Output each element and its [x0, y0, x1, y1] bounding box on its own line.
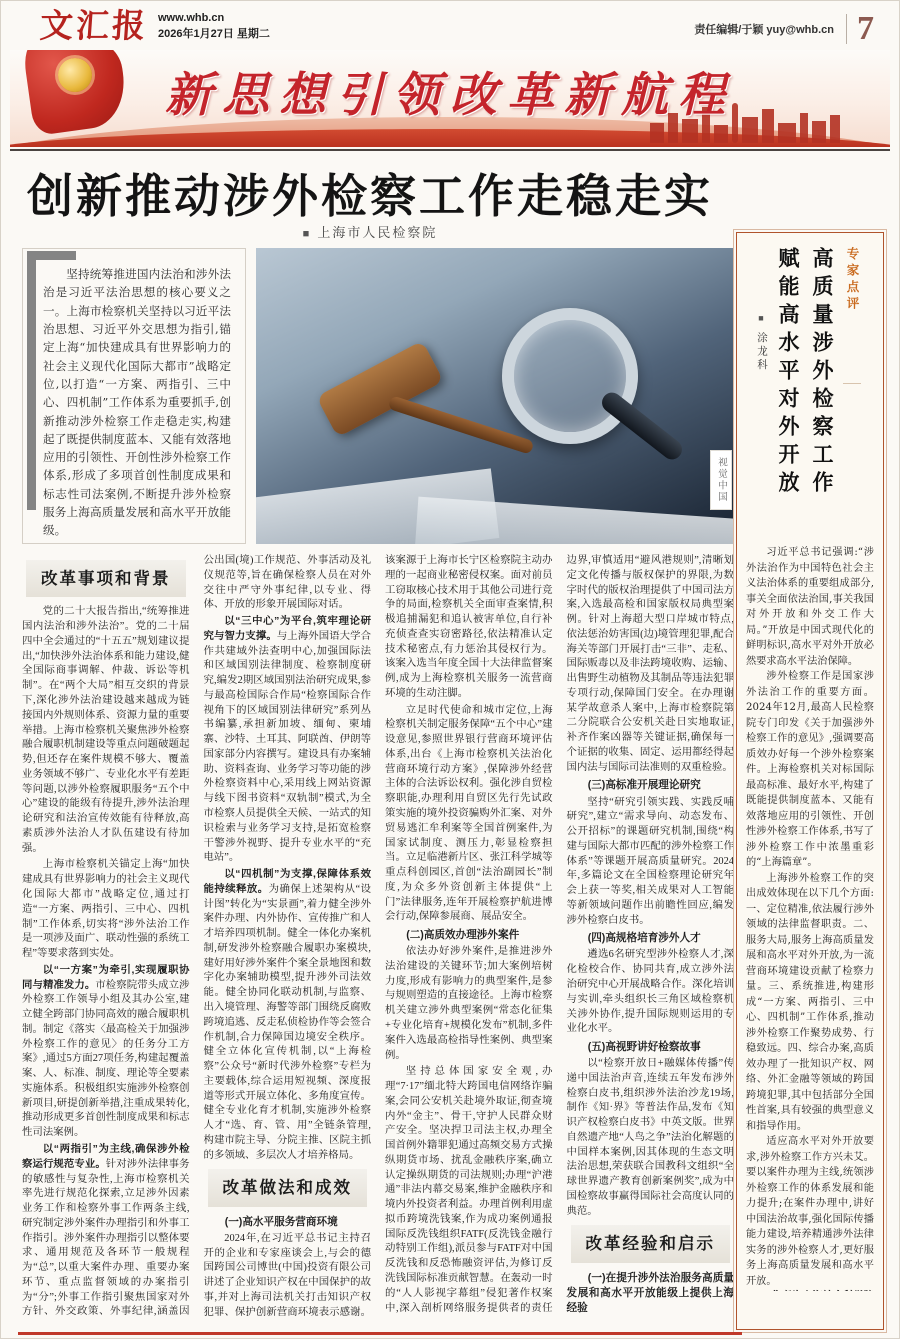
masthead — [40, 8, 270, 44]
magnifier-icon — [502, 308, 638, 444]
sidebar-body — [746, 545, 874, 1291]
body-paragraph: 坚持总体国家安全观,办理“7·17”缅北特大跨国电信网络诈骗案,会同公安机关赴境外取证,彻查境内外“金主”、骨干,守护人民群众财产安全。坚决捍卫司法主权,办理全国首例外籍罪犯通过高频交易方式操纵期货市场、扰乱金融秩序案,确立认定操纵期货的司法规则;办理“沪港通”非法内幕交易案,维护金融秩序和境内外投资者利益。办理首例利用虚拟币跨境洗钱案,作为成功案例通报国际反洗钱组织FATF(反洗钱金融行动特别工作组),派员参与FATF对中国反洗钱和反恐怖融资评估,为修订反洗钱国际标准贡献智慧。在轰动一时的“人人影视字幕组”侵犯著作权案中,深入剖析网络服务提供者的责任边界,审慎适用“避风港规则”,清晰划定文化传播与版权保护的界限,为数字时代的版权治理提供了中国司法方案,入选最高检和国家版权局典型案例。针对上海超大型口岸城市特点,依法惩治妨害国(边)境管理犯罪,配合海关等部门开展打击“三非”、走私、国际贩毒以及非法跨境收购、运输、出售野生动植物及其制品等违法犯罪专项行动,保障国门安全。在办理谢某学故意杀人案中,上海市检察院第二分院联合公安机关赴日实地取证,补齐作案凶器等关键证据,确保每一个证据的收集、固定、运用都经得起国内法与国际司法准则的双重检验。 — [385, 555, 734, 1314]
section-heading: 改革经验和启示 — [571, 1225, 731, 1262]
body-paragraph: 坚持“研究引领实践、实践反哺研究”,建立“需求导向、动态发布、公开招标”的课题研究机制,围绕“构建与国际大都市匹配的涉外检察工作体系”等课题开展高质量研究。2024年,多篇论文在全国检察理论研究年会上获一等奖,相关成果对人工智能等新领域问题作出前瞻性回应,编发涉外检察白皮书。 — [566, 796, 734, 926]
subsection-heading: (五)高视野讲好检察故事 — [587, 1041, 701, 1054]
byline-square-icon: ■ — [302, 228, 312, 240]
bottom-red-rule — [18, 1332, 742, 1335]
sidebar-author: ■ 涂龙科 — [756, 313, 767, 373]
article-body-area — [22, 248, 734, 1328]
sidebar-title-line1: 高质量涉外检察工作 — [810, 247, 834, 499]
sidebar-paragraph: 上海涉外检察工作的突出成效体现在以下几个方面:一、定位精准,依法履行涉外领域的法律监督职责。二、服务大局,服务上海高质量发展和高水平对外开放,为一流营商环境建设贡献了检察力量。三、系统推进,构建形成“一方案、两指引、三中心、四机制”工作体系,推动涉外检察工作聚势成势、行稳致远。四、综合办案,高质效办理了一批知识产权、网络、外汇金融等领域的跨国跨境犯罪,其中包括部分全国性首案,具有较强的典型意义和指导作用。 — [746, 872, 874, 1132]
website-url: www.whb.cn — [158, 12, 225, 24]
body-paragraph: 党的二十大报告指出,“统筹推进国内法治和涉外法治”。党的二十届四中全会通过的“十五五”规划建议提出,“加快涉外法治体系和能力建设,健全国际商事调解、仲裁、诉讼等机制”。在“两个大局”相互交织的背景下,深化涉外法治建设越来越成为链接国内外规则体系、资源力量的重要举措。上海市检察机关聚焦涉外检察融合履职机制建设等重点问题破题起势,但还存在案件规模不够大、覆盖业务领域不够广、专业化水平有差距等问题,以涉外检察履职服务“五个中心”建设的能级有待提升,涉外法治理论研究和法治宣传效能有待释放,高素质涉外法治人才队伍建设有待加强。 — [22, 606, 190, 854]
article-headline: 创新推动涉外检察工作走稳走实 — [27, 170, 713, 222]
expert-label: 专家点评 — [843, 247, 861, 384]
byline — [0, 222, 740, 241]
section-heading: 改革事项和背景 — [26, 560, 186, 597]
intro-box — [22, 248, 246, 544]
photo-caption: 视觉中国 — [710, 450, 732, 510]
subsection-heading: (四)高规格培育涉外人才 — [587, 932, 701, 945]
body-paragraph: 立足时代使命和城市定位,上海检察机关制定服务保障“五个中心”建设意见,参照世界银行营商环境评估体系,出台《上海市检察机关法治化营商环境行动方案》,保障涉外经营主体的合法诉讼权利。强化涉自贸检察职能,办理利用自贸区先行先试政策实施的境外投资骗购外汇案、对外贸易逃汇牟利案等全国首例案件,为国家试制度、测压力,彰显检察担当。立足临港新片区、张江科学城等重点科创园区,首创“法治副园长”制度,为众多外资创新主体提供“上门”法律服务,连年开展检察护航进博会行动,保障参展商、展品安全。 — [385, 704, 553, 923]
body-paragraph: 以“四机制”为支撑,保障体系效能持续释放。为确保上述架构从“设计图”转化为“实景画”,着力健全涉外案件办理、内外协作、宣传推广和人才培养四项机制。健全一体化办案机制,研发涉外检察融合履职办案模块,建好用好涉外案件个案全景地图和数字化办案辅助模型,提升涉外司法效能。健全协同化联动机制,与监察、出入境管理、海警等部门围绕反腐败跨境追逃、反走私侦检协作等会签合作机制,合力保障国边境安全秩序。健全立体化宣传机制,以“上海检察”公众号“新时代涉外检察”专栏为主要载体,综合运用短视频、深度报道等形式开展立体化、多角度宣传。健全专业化育才机制,实施涉外检察人才“选、育、管、用”全链条管理,构建市院主导、分院主推、区院主抓的多领域、多层次人才培养格局。 — [203, 869, 371, 1161]
sidebar-paragraph: 涉外检察工作是国家涉外法治工作的重要方面。2024年12月,最高人民检察院专门印发《关于加强涉外检察工作的意见》,强调要高质效办好每一个涉外检察案件。上海检察机关对标国际最高标准、最好水平,构建了既能提供制度蓝本、又能有效落地应用的引领性、开创性涉外检察工作体系,书写了涉外检察工作中浓墨重彩的“上海篇章”。 — [746, 671, 874, 868]
masthead-meta — [158, 12, 270, 41]
body-paragraph: 以“检察开放日+融媒体传播”传递中国法治声音,连续五年发布涉外检察白皮书,组织涉外法治沙龙19场,制作《知·界》等普法作品,发布《知识产权检察白皮书》中英文版。世界自然遗产地“人鸟之争”法治化解题的中国样本案例,因其体现的生态文明法治思想,荣获联合国教科文组织“全球世界遗产教育创新案例奖”,成为中国检察故事赢得国际社会高度认同的典范。 — [566, 1058, 734, 1217]
subsection-heading: (一)在提升涉外法治服务高质量发展和高水平开放能级上提供上海经验 — [566, 1271, 734, 1314]
body-columns — [22, 554, 734, 1326]
header-right — [694, 12, 874, 46]
paragraph-lead: 以“四机制”为支撑,保障体系效能持续释放。 — [203, 869, 371, 895]
sidebar-credit — [746, 1289, 874, 1291]
body-paragraph: 以“两指引”为主线,确保涉外检察运行规范专业。针对涉外法律事务的敏感性与复杂性,上海市检察机关率先进行规范化探索,立足涉外因素业务工作和检察外事工作两条主线,研究制定涉外案件办理指引和外事工作指引。涉外案件办理指引以整体要求、通用规范及各环节一般规程为“总”,以重大案件办理、重要办案环节、重点监督领域的办案指引为“分”;外事工作指引聚焦国家对外方针、外交政策、外事纪律,涵盖因公出国(境)工作规范、外事活动及礼仪规范等,旨在确保检察人员在对外交往中严守外事纪律,以专业、得体、开放的形象开展国际对话。 — [22, 555, 371, 1318]
body-paragraph: 遴选6名研究型涉外检察人才,深化检校合作、协同共育,成立涉外法治研究中心开展战略合作。深化培训与实训,牵头组织长三角区域检察机关涉外协作,提升国际规则运用的专业化水平。 — [566, 949, 734, 1035]
body-paragraph: 上海市检察机关锚定上海“加快建成具有世界影响力的社会主义现代化国际大都市”战略定位,通过打造“一方案、两指引、三中心、四机制”工作体系,切实将“涉外法治工作是一项涉及面广、联动性强的系统工程”等要求落到实处。 — [22, 859, 190, 960]
subsection-heading: (一)高水平服务营商环境 — [224, 1215, 338, 1228]
page-number-divider — [846, 14, 847, 44]
subsection-heading: (三)高标准开展理论研究 — [587, 779, 701, 792]
author-square-icon: ■ — [756, 313, 766, 326]
sidebar-title-line2: 赋能高水平对外开放 — [776, 247, 800, 499]
page-header — [0, 0, 900, 50]
paragraph-lead: 以“两指引”为主线,确保涉外检察运行规范专业。 — [22, 1143, 190, 1170]
document-icon — [414, 497, 734, 544]
paper-logo: 文汇报 — [38, 6, 150, 45]
sidebar-paragraph: 习近平总书记强调:“涉外法治作为中国特色社会主义法治体系的重要组成部分,事关全面依法治国,事关我国对外开放和外交工作大局。”开放是中国式现代化的鲜明标识,高水平对外开放必然要求高水平法治保障。 — [746, 547, 874, 667]
gavel-icon — [316, 341, 444, 438]
subsection-heading: (二)高质效办理涉外案件 — [406, 929, 520, 942]
date-line: 2026年1月27日 星期二 — [158, 28, 270, 40]
banner-slogan: 新思想引领改革新航程 — [165, 68, 735, 123]
page-number: 7 — [857, 10, 874, 47]
paragraph-lead: 以“一方案”为牵引,实现履职协同与精准发力。 — [22, 964, 190, 991]
byline-text: 上海市人民检察院 — [317, 225, 438, 240]
lede-row — [22, 248, 734, 544]
paragraph-lead: 以“三中心”为平台,筑牢理论研究与智力支撑。 — [203, 616, 371, 642]
body-paragraph: 以“三中心”为平台,筑牢理论研究与智力支撑。与上海外国语大学合作共建域外法查明中心,加强国际法和区域国别法律制度、检察制度研究,编发2期区域国别法治研究成果,参与最高检国际合作局“检察国际合作视角下的区域国别法律研究”系列丛书编纂,承担新加坡、缅甸、柬埔寨、沙特、土耳其、阿联酋、伊朗等国家部分内容撰写。建设具有办案辅助、资料查询、业务学习等功能的涉外检察资料中心,采用线上网站资源与线下图书资料“双轨制”模式,为全市检察人员提供全天候、一站式的知识检索与业务学习支持,是拓宽检察干警涉外视野、提升专业水平的“充电站”。 — [203, 616, 372, 864]
body-paragraph: 2024年,在习近平总书记主持召开的企业和专家座谈会上,与会的德国跨国公司博世(中国)投资有限公司讲述了企业知识产权在中国保护的故事,并对上海司法机关打击知识产权犯罪、保护创新营商环境表示感谢。该案源于上海市长宁区检察院主动办理的一起商业秘密侵权案。面对前员工窃取核心技术用于其他公司进行竞争的局面,检察机关全面审查案情,积极追捕漏犯和追认被害单位,自行补充侦查查实窃密路径,依法精准认定技术秘密点,有力惩治其侵权行为。该案入选当年度全国十大法律监督案例,成为上海检察机关服务一流营商环境的生动注脚。 — [203, 555, 553, 1318]
theme-banner — [10, 50, 890, 147]
section-heading: 改革做法和成效 — [208, 1169, 368, 1206]
expert-commentary-sidebar — [736, 232, 884, 1330]
sidebar-paragraph: 适应高水平对外开放要求,涉外检察工作方兴未艾。要以案件办理为主线,统领涉外检察工作的体系发展和能力提升;在案件办理中,讲好中国法治故事,强化国际传播能力建设,培养精通涉外法律实务的涉外检察人才,更好服务上海高质量发展和高水平开放。 — [746, 1136, 874, 1287]
editor-line: 责任编辑/于颖 yuy@whb.cn — [694, 24, 834, 36]
article-photo — [256, 248, 734, 544]
body-paragraph: 以“一方案”为牵引,实现履职协同与精准发力。市检察院带头成立涉外检察工作领导小组及其办公室,建立健全跨部门协同高效的融合履职机制。制定《落实〈最高检关于加强涉外检察工作的意见〉的任务分工方案》,通过5方面27项任务,构建起覆盖案、人、标准、制度、理论等全要素实施体系。积极组织实施涉外检察创新项目,研提创新举措,注重成果转化,推动形成更多首创性制度成果和标志性司法案例。 — [22, 964, 190, 1139]
sidebar-vertical-header — [746, 243, 861, 535]
intro-text: 坚持统筹推进国内法治和涉外法治是习近平法治思想的核心要义之一。上海市检察机关坚持以习近平法治思想、习近平外交思想为指引,锚定上海“加快建成具有世界影响力的社会主义现代化国际大都市”战略定位,以打造“一方案、两指引、三中心、四机制”工作体系为重要抓手,创新推动涉外检察工作走稳走实,构建起了既提供制度蓝本、又能有效落地应用的引领性、开创性涉外检察工作体系,形成了多项首创性制度成果和标志性司法案例,不断提升涉外检察服务上海高质量发展和高水平开放能级。 — [43, 267, 231, 538]
divider-rule — [10, 149, 890, 151]
body-paragraph: 依法办好涉外案件,是推进涉外法治建设的关键环节;加大案例培树力度,形成有影响力的典型案件,是参与规则塑造的直接途径。上海市检察机关建立涉外典型案例“常态化征集+专业化培育+规模化发布”机制,多件案件入选最高检指导性案例、典型案例。 — [385, 946, 553, 1061]
